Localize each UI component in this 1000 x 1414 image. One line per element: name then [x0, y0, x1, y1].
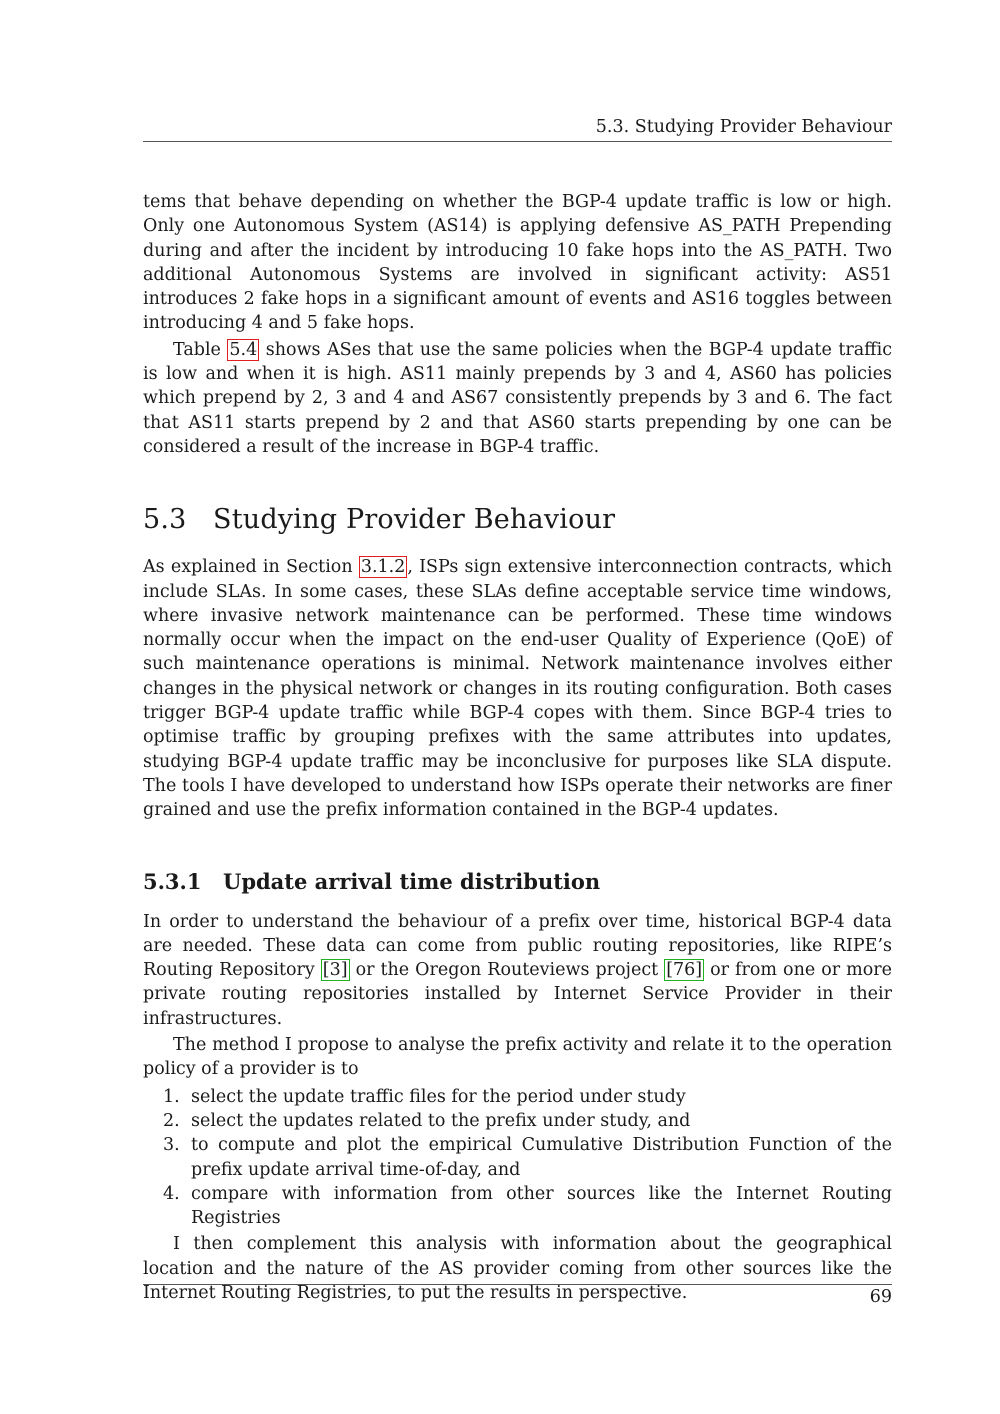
subsection-heading: [143, 868, 892, 896]
header-rule: [143, 141, 892, 142]
list-item: [143, 1085, 892, 1109]
section-number: 5.3: [143, 504, 187, 536]
body-text: [143, 190, 892, 1305]
page-number: 69: [869, 1287, 892, 1307]
text-fragment: As explained in Section: [143, 557, 359, 578]
table-reference-link[interactable]: 5.4: [229, 339, 258, 360]
closing-paragraph: I then complement this analysis with information about the geographical location and the nature of the AS provider coming from other sources like the Internet Routing Registries, to put the results in perspective.: [143, 1234, 892, 1303]
method-steps-list: [143, 1085, 892, 1231]
list-item-text: select the updates related to the prefix under study, and: [191, 1110, 691, 1131]
paragraph-continued: tems that behave depending on whether the BGP-4 update traffic is low or high. Only one Autonomous System (AS14) is applying defensive AS_PATH Prepending during and after the incident by introducing 10 fake hops into the AS_PATH. Two additional Autonomous Systems are involved in significant activity: AS51 introduces 2 fake hops in a significant amount of events and AS16 toggles between introducing 4 and 5 fake hops.: [143, 192, 892, 334]
list-item-text: compare with information from other sources like the Internet Routing Registries: [191, 1183, 892, 1229]
subsection-number: 5.3.1: [143, 868, 202, 894]
text-fragment: , ISPs sign extensive interconnection contracts, which include SLAs. In some cases, these SLAs define acceptable service time windows, where invasive network maintenance can be performed. These time windows normally occur when the impact on the end-user Quality of Experience (QoE) of such maintenance operations is minimal. Network maintenance involves either changes in the physical network or changes in its routing configuration. Both cases trigger BGP-4 update traffic while BGP-4 copes with them. Since BGP-4 tries to optimise traffic by grouping prefixes with the same attributes into updates, studying BGP-4 update traffic may be inconclusive for purposes like SLA dispute. The tools I have developed to understand how ISPs operate their networks are finer grained and use the prefix information contained in the BGP-4 updates.: [143, 557, 892, 821]
text-fragment: or from one or more private routing repositories installed by Internet Service Provider in their infrastructures.: [143, 960, 892, 1029]
subsection-paragraph: [143, 910, 892, 1031]
paragraph-table-reference: [143, 338, 892, 459]
text-fragment: Table: [173, 339, 228, 360]
text-fragment: or the Oregon Routeviews project: [349, 960, 665, 981]
subsection-title: Update arrival time distribution: [223, 868, 601, 894]
list-marker: 1.: [163, 1086, 180, 1107]
footer-rule: [143, 1284, 892, 1285]
list-item: [143, 1182, 892, 1231]
list-marker: 3.: [163, 1135, 180, 1156]
section-paragraph: [143, 555, 892, 822]
list-item: [143, 1109, 892, 1133]
list-item-text: to compute and plot the empirical Cumulative Distribution Function of the prefix update arrival time-of-day, and: [191, 1135, 892, 1180]
running-header: 5.3. Studying Provider Behaviour: [595, 117, 892, 137]
method-intro-paragraph: The method I propose to analyse the prefix activity and relate it to the operation policy of a provider is to: [143, 1035, 892, 1080]
list-marker: 2.: [163, 1110, 180, 1131]
list-item-text: select the update traffic files for the period under study: [191, 1086, 686, 1107]
citation-link[interactable]: [3]: [322, 960, 348, 981]
section-reference-link[interactable]: 3.1.2: [360, 557, 406, 578]
section-heading: [143, 503, 892, 537]
citation-link[interactable]: [76]: [666, 960, 703, 981]
section-title: Studying Provider Behaviour: [213, 504, 616, 536]
list-marker: 4.: [163, 1183, 180, 1204]
text-fragment: In order to understand the behaviour of a prefix over time, historical BGP-4 data are needed. These data can come from public routing repositories, like RIPE’s Routing Repository: [143, 911, 892, 981]
list-item: [143, 1133, 892, 1182]
text-fragment: shows ASes that use the same policies when the BGP-4 update traffic is low and when it is high. AS11 mainly prepends by 3 and 4, AS60 has policies which prepend by 2, 3 and 4 and AS67 consistently prepends by 3 and 6. The fact that AS11 starts prepend by 2 and that AS60 starts prepending by one can be considered a result of the increase in BGP-4 traffic.: [143, 339, 892, 457]
